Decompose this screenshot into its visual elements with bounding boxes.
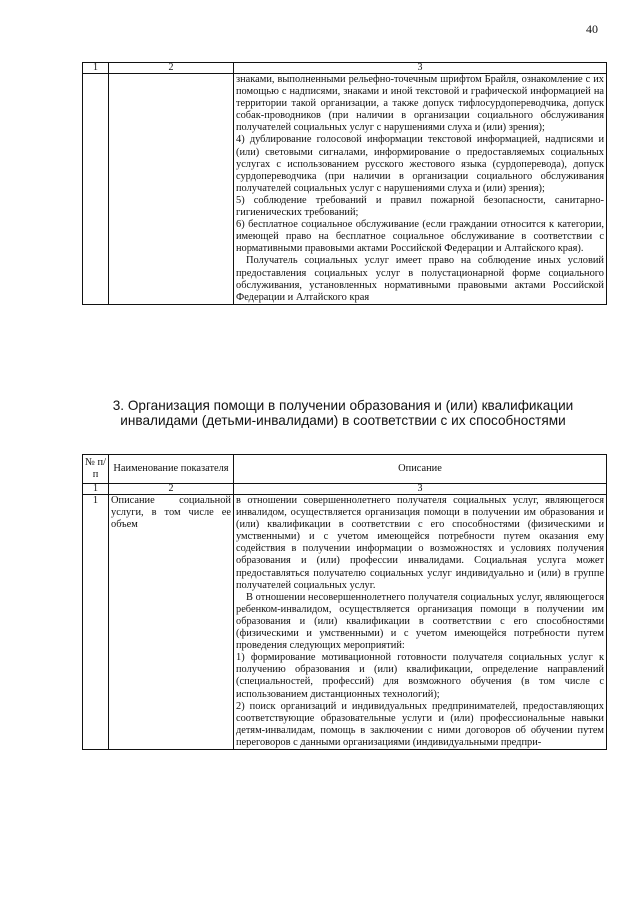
column-number-row [83, 484, 607, 495]
column-number-3: 3 [234, 63, 607, 74]
table-row [83, 495, 607, 750]
description-cell [234, 74, 607, 305]
paragraph: 1) формирование мотивационной готовности получателя социальных услуг к получению образования и (или) квалификации, определение направлений (специальностей, профессий) для возможного обучения (в том числе с использованием дистанционных технологий); [236, 652, 604, 700]
paragraph: 4) дублирование голосовой информации текстовой информацией, надписями и (или) световыми сигналами, информирование о предоставляемых социальных услугах с использованием русского жестового языка (сурдоперевода), допуск сурдопереводчика (при наличии в организации социального обслуживания получателей социальных услуг с нарушениями слуха и (или) зрения); [236, 134, 604, 194]
column-number-2: 2 [109, 484, 234, 495]
row-number: 1 [83, 495, 109, 750]
column-number-2: 2 [109, 63, 234, 74]
empty-cell [83, 74, 109, 305]
table-row [83, 74, 607, 305]
header-description: Описание [234, 455, 607, 484]
continuation-table [82, 62, 607, 305]
header-row [83, 455, 607, 484]
paragraph: 5) соблюдение требований и правил пожарной безопасности, санитарно-гигиенических требований; [236, 194, 604, 219]
paragraph: знаками, выполненными рельефно-точечным шрифтом Брайля, ознакомление с их помощью с надписями, знаками и иной текстовой и графической информацией на территории такой организации, а также допуск тифлосурдопереводчика, допуск собак-проводников (при наличии в организации социального обслуживания получателей социальных услуг с нарушениями слуха и (или) зрения); [236, 74, 604, 134]
column-number-3: 3 [234, 484, 607, 495]
service-table [82, 454, 607, 750]
description-cell [234, 495, 607, 750]
column-number-1: 1 [83, 63, 109, 74]
header-name: Наименование показателя [109, 455, 234, 484]
paragraph: 6) бесплатное социальное обслуживание (если граждании относится к категории, имеющей право на бесплатное социальное обслуживание в соответствии с нормативными правовыми актами Российской Федерации и Алтайского края). [236, 219, 604, 255]
section-title: 3. Организация помощи в получении образования и (или) квалификации инвалидами (детьми-инвалидами) в соответствии с их способностями [112, 398, 574, 428]
page-number: 40 [586, 22, 598, 36]
header-number: № п/п [83, 455, 109, 484]
column-number-row [83, 63, 607, 74]
paragraph: В отношении несовершеннолетнего получателя социальных услуг, являющегося ребенком-инвалидом, осуществляется организация помощи в получении им образования и (или) квалификации в соответствии с его способностями (физическими и умственными) и с учетом имеющейся потребности путем проведения следующих мероприятий: [236, 591, 604, 652]
paragraph: Получатель социальных услуг имеет право на соблюдение иных условий предоставления социальных услуг в полустационарной форме социального обслуживания, установленных нормативными правовыми актами Российской Федерации и Алтайского края [236, 255, 604, 303]
paragraph: 2) поиск организаций и индивидуальных предпринимателей, предоставляющих соответствующие образовательные услуги и (или) профессиональные навыки детям-инвалидам, помощь в заключении с ними договоров об обучении путем переговоров с данными организациями (индивидуальными предпри- [236, 700, 604, 748]
column-number-1: 1 [83, 484, 109, 495]
paragraph: в отношении совершеннолетнего получателя социальных услуг, являющегося инвалидом, осуществляется организация помощи в получении им образования и (или) квалификации в соответствии с его способностями (физическими и умственными) и с учетом имеющейся потребности путем оказания ему содействия в получении информации о возможностях и условиях получения образования и (или) профессии инвалидами. Социальная услуга может предоставляться получателю социальных услуг индивидуально и (или) в группе получателей социальных услуг. [236, 495, 604, 591]
empty-cell [109, 74, 234, 305]
row-name: Описание социальной услуги, в том числе ее объем [109, 495, 234, 750]
